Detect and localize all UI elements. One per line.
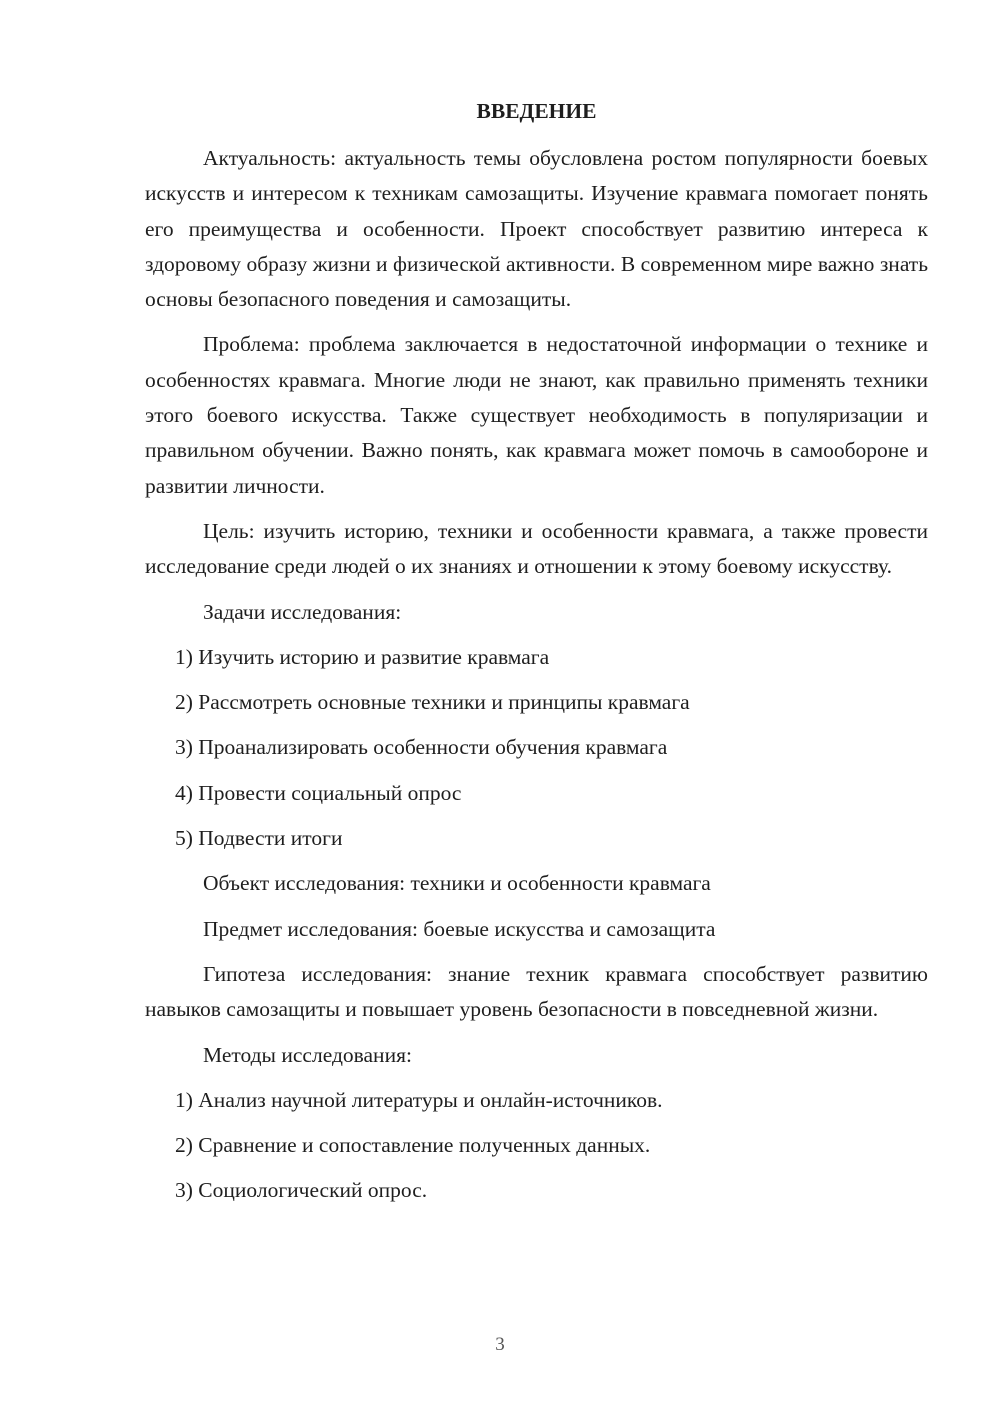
tasks-heading: Задачи исследования: [203, 599, 402, 624]
task-item: 1) Изучить историю и развитие кравмага [175, 644, 550, 669]
object-line: Объект исследования: техники и особенности кравмага [203, 871, 711, 896]
task-item: 2) Рассмотреть основные техники и принципы кравмага [175, 690, 690, 715]
document-page [145, 96, 928, 1219]
method-item: 1) Анализ научной литературы и онлайн-источников. [175, 1087, 663, 1112]
method-item: 3) Социологический опрос. [175, 1178, 428, 1203]
relevance-paragraph: Актуальность: актуальность темы обусловлена ростом популярности боевых искусств и интересом к техникам самозащиты. Изучение кравмага помогает понять его преимущества и особенности. Проект способствует развитию интереса к здоровому образу жизни и физической активности. В современном мире важно знать основы безопасного поведения и самозащиты. [145, 146, 928, 312]
task-item: 5) Подвести итоги [175, 826, 343, 851]
task-item: 3) Проанализировать особенности обучения кравмага [175, 735, 668, 760]
goal-paragraph: Цель: изучить историю, техники и особенности кравмага, а также провести исследование среди людей о их знаниях и отношении к этому боевому искусству. [145, 518, 928, 579]
subject-line: Предмет исследования: боевые искусства и самозащита [203, 916, 716, 941]
hypothesis-paragraph: Гипотеза исследования: знание техник кравмага способствует развитию навыков самозащиты и повышает уровень безопасности в повседневной жизни. [145, 961, 928, 1022]
page-number: 3 [495, 1334, 505, 1355]
task-item: 4) Провести социальный опрос [175, 780, 462, 805]
methods-heading: Методы исследования: [203, 1042, 412, 1067]
problem-paragraph: Проблема: проблема заключается в недостаточной информации о технике и особенностях кравмага. Многие люди не знают, как правильно применять техники этого боевого искусства. Также существует необходимость в популяризации и правильном обучении. Важно понять, как кравмага может помочь в самообороне и развитии личности. [145, 332, 928, 498]
section-title: ВВЕДЕНИЕ [476, 99, 597, 123]
method-item: 2) Сравнение и сопоставление полученных данных. [175, 1133, 651, 1158]
